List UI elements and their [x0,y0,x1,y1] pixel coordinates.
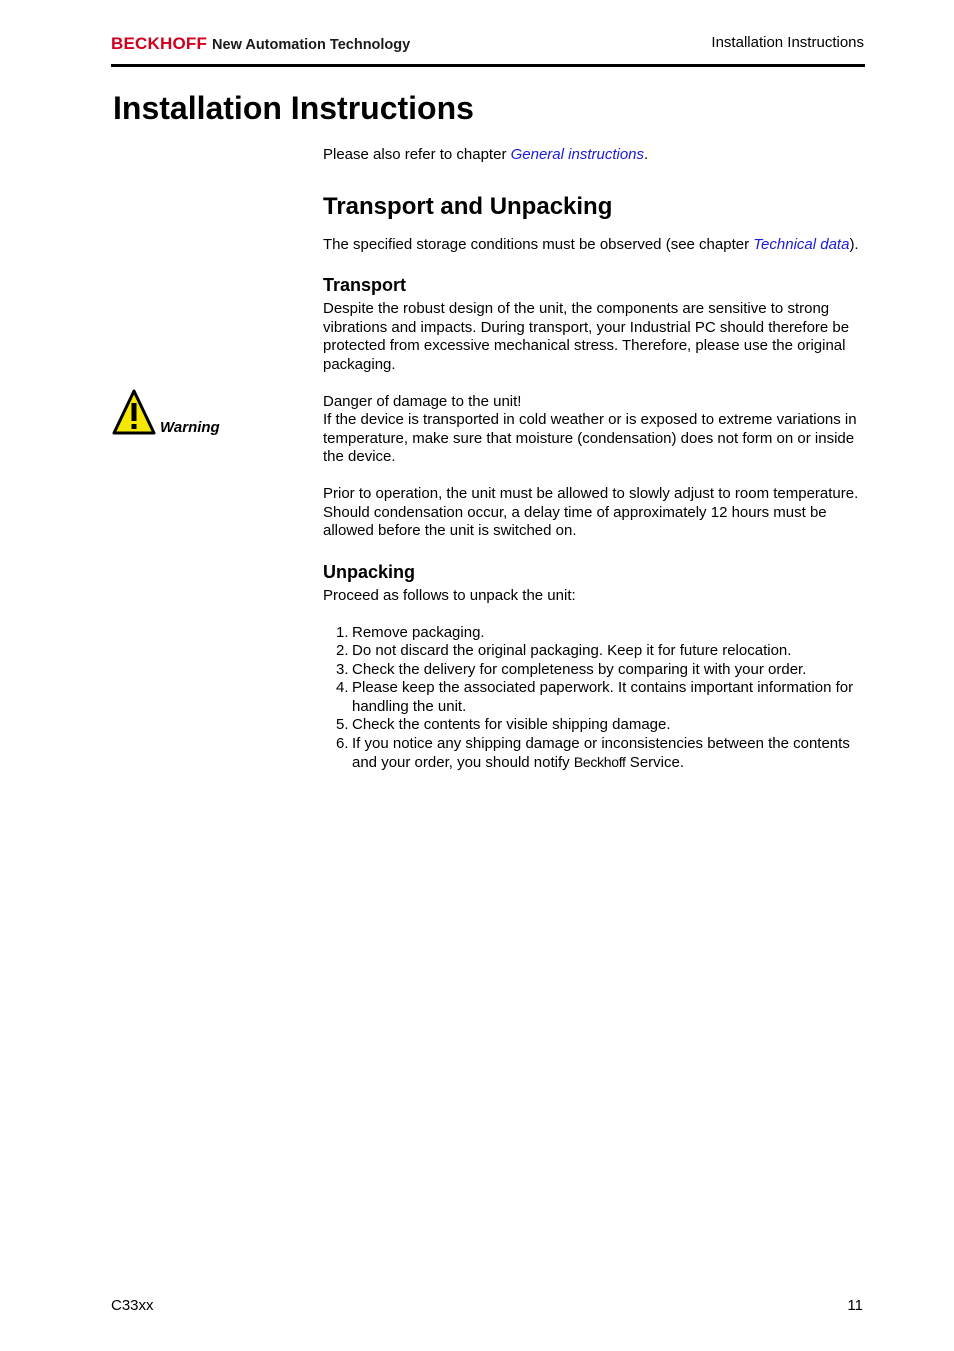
step-number: 6. [336,734,349,752]
storage-text-end: ). [849,235,859,253]
step-number: 3. [336,660,349,678]
storage-paragraph [323,236,863,255]
warning-text-acclimatize: Prior to operation, the unit must be allowed to slowly adjust to room temperature. Should condensation occur, a delay time of approximately 12 hours must be allowed before the unit is switched on. [323,485,859,539]
page-title: Installation Instructions [113,90,474,126]
step-text: Please keep the associated paperwork. It contains important information for handling the unit. [352,679,854,715]
subsection-heading-unpacking: Unpacking [323,561,416,582]
step-text: If you notice any shipping damage or inconsistencies between the contents and your order, you should notify [352,734,850,771]
main-content [323,146,863,773]
transport-paragraph: Despite the robust design of the unit, the components are sensitive to strong vibrations and impacts. During transport, your Industrial PC should therefore be protected from excessive mechanical stress. Therefore, please use the original packaging. [323,300,850,373]
intro-text-end: . [644,146,649,163]
step-text: Check the delivery for completeness by comparing it with your order. [352,660,807,678]
step-text: Check the contents for visible shipping damage. [352,716,671,733]
brand-name-inline: Beckhoff [573,754,626,770]
section-heading-transport-unpacking: Transport and Unpacking [323,192,613,220]
warning-title: Danger of damage to the unit! [323,392,522,410]
list-item [323,716,863,735]
step-number: 4. [336,679,349,696]
brand-tagline: New Automation Technology [212,37,411,53]
brand-name: BECKHOFF [111,34,208,53]
intro-text: Please also refer to chapter [323,146,511,163]
footer-page-number: 11 [847,1297,863,1314]
list-item [323,642,863,661]
general-instructions-link[interactable]: General instructions [510,146,645,163]
step-text: Remove packaging. [352,623,485,641]
list-item [323,624,863,643]
warning-triangle-icon [112,389,156,435]
technical-data-link[interactable]: Technical data [753,235,850,253]
step-number: 2. [336,642,349,659]
header-section-title: Installation Instructions [711,34,864,51]
subsection-heading-transport: Transport [323,275,407,295]
list-item [323,735,863,773]
step-text: Do not discard the original packaging. Keep it for future relocation. [352,642,792,659]
beckhoff-logo [111,34,410,54]
storage-text: The specified storage conditions must be observed (see chapter [323,235,754,253]
warning-label: Warning [160,419,220,436]
step-number: 1. [336,623,349,641]
warning-text-condensation: If the device is transported in cold weather or is exposed to extreme variations in temperature, make sure that moisture (condensation) does not form on or inside the device. [323,411,857,465]
list-item [323,661,863,680]
footer-doc-id: C33xx [111,1297,154,1314]
unpacking-steps-list [323,624,863,773]
intro-paragraph [323,146,863,165]
unpacking-intro: Proceed as follows to unpack the unit: [323,586,576,604]
list-item [323,679,863,716]
page-header [111,30,865,67]
step-text-end: Service. [625,754,684,771]
step-number: 5. [336,716,349,733]
